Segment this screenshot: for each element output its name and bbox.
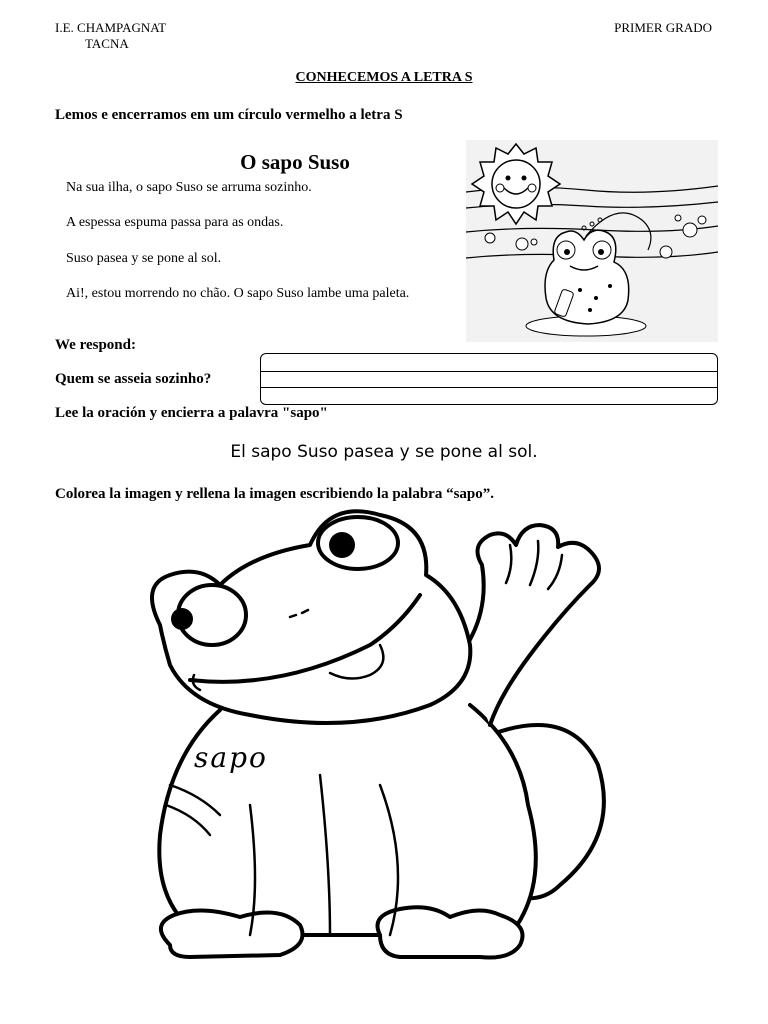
instruction-circle-letter: Lemos e encerramos em um círculo vermelho a letra S xyxy=(55,107,403,123)
instruction-circle-word: Lee la oración y encierra a palavra "sapo" xyxy=(55,405,328,421)
practice-sentence: El sapo Suso pasea y se pone al sol. xyxy=(230,442,538,462)
instruction-color-frog: Colorea la imagen y rellena la imagen escribiendo la palabra “sapo”. xyxy=(55,486,495,502)
school-header xyxy=(55,20,166,52)
question-text: Quem se asseia sozinho? xyxy=(55,371,212,387)
story-line-1 xyxy=(66,178,474,198)
frog-coloring-illustration xyxy=(130,505,620,975)
sun-frog-illustration xyxy=(466,140,718,342)
story-line-2 xyxy=(66,213,474,233)
grade-label: PRIMER GRADO xyxy=(614,20,712,35)
story-line-3-text: Suso pasea y se pone al sol. xyxy=(66,251,222,266)
page-title xyxy=(0,70,768,86)
story-line-2-text: A espessa espuma passa para as ondas. xyxy=(66,215,284,230)
story-line-4-text: Ai!, estou morrendo no chão. O sapo Suso lambe uma paleta. xyxy=(66,286,410,301)
story-line-4 xyxy=(66,283,474,305)
answer-field[interactable] xyxy=(260,353,718,405)
school-name: I.E. CHAMPAGNAT xyxy=(55,20,167,35)
story-title: O sapo Suso xyxy=(240,150,350,174)
respond-heading: We respond: xyxy=(55,337,136,353)
page-title-text: CONHECEMOS A LETRA S xyxy=(295,70,473,85)
answer-line-1 xyxy=(261,371,717,372)
story-line-3 xyxy=(66,249,474,269)
story-line-1-text: Na sua ilha, o sapo Suso se arruma sozinho. xyxy=(66,180,312,195)
frog-word-sapo: sapo xyxy=(194,741,268,774)
school-city: TACNA xyxy=(85,36,129,51)
answer-line-2 xyxy=(261,387,717,388)
